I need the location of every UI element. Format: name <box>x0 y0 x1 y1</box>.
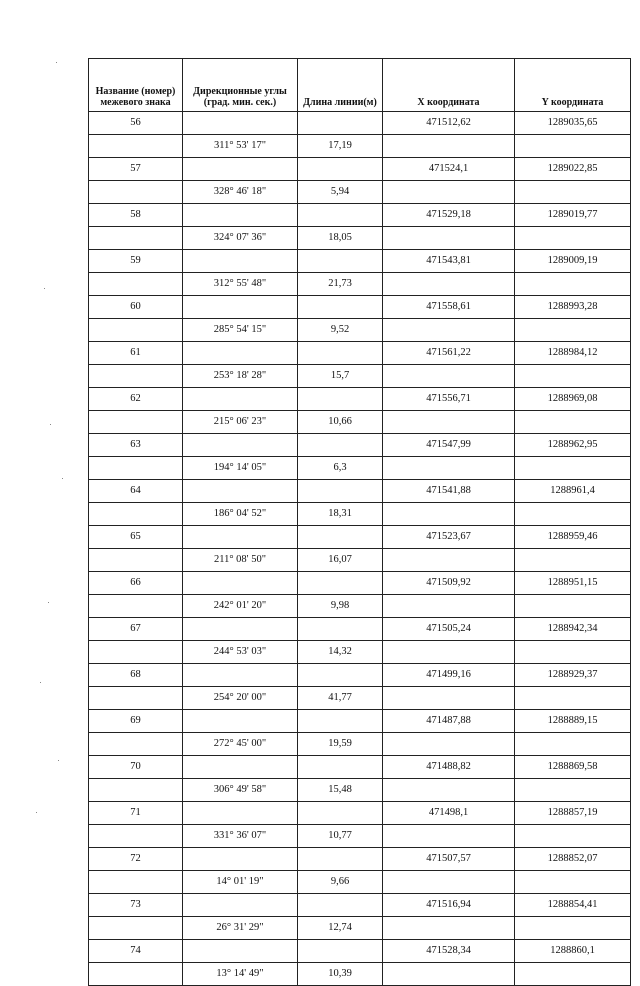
table-row <box>89 802 631 825</box>
table-row <box>89 204 631 227</box>
direction-angle-cell: 306° 49' 58" <box>183 779 298 802</box>
x-coordinate-cell: 471516,94 <box>383 894 515 917</box>
mark-name-cell <box>89 457 183 480</box>
scan-speck <box>58 760 59 761</box>
direction-angle-cell <box>183 618 298 641</box>
table-row <box>89 618 631 641</box>
x-coordinate-cell <box>383 273 515 296</box>
x-coordinate-cell: 471505,24 <box>383 618 515 641</box>
scan-speck <box>48 602 49 603</box>
direction-angle-cell <box>183 940 298 963</box>
mark-name-cell <box>89 365 183 388</box>
x-coordinate-cell <box>383 411 515 434</box>
header-mark-name: Название (номер) межевого знака <box>89 59 183 112</box>
x-coordinate-cell: 471543,81 <box>383 250 515 273</box>
direction-angle-cell: 186° 04' 52" <box>183 503 298 526</box>
x-coordinate-cell <box>383 733 515 756</box>
direction-angle-cell: 312° 55' 48" <box>183 273 298 296</box>
line-length-cell: 15,48 <box>298 779 383 802</box>
y-coordinate-cell: 1289022,85 <box>515 158 631 181</box>
line-length-cell: 5,94 <box>298 181 383 204</box>
direction-angle-cell: 328° 46' 18" <box>183 181 298 204</box>
line-length-cell: 16,07 <box>298 549 383 572</box>
mark-name-cell: 70 <box>89 756 183 779</box>
table-row <box>89 480 631 503</box>
table-header-row <box>89 59 631 112</box>
mark-name-cell: 71 <box>89 802 183 825</box>
mark-name-cell: 57 <box>89 158 183 181</box>
line-length-cell: 9,66 <box>298 871 383 894</box>
mark-name-cell <box>89 549 183 572</box>
direction-angle-cell: 14° 01' 19" <box>183 871 298 894</box>
table-row <box>89 917 631 940</box>
y-coordinate-cell: 1289009,19 <box>515 250 631 273</box>
y-coordinate-cell <box>515 595 631 618</box>
line-length-cell <box>298 802 383 825</box>
x-coordinate-cell <box>383 457 515 480</box>
line-length-cell <box>298 480 383 503</box>
direction-angle-cell: 272° 45' 00" <box>183 733 298 756</box>
x-coordinate-cell: 471498,1 <box>383 802 515 825</box>
y-coordinate-cell: 1288929,37 <box>515 664 631 687</box>
table-row <box>89 756 631 779</box>
direction-angle-cell <box>183 158 298 181</box>
table-row <box>89 687 631 710</box>
scan-speck <box>62 478 63 479</box>
header-y-coordinate: Y координата <box>515 59 631 112</box>
line-length-cell: 18,05 <box>298 227 383 250</box>
mark-name-cell <box>89 825 183 848</box>
x-coordinate-cell <box>383 227 515 250</box>
scan-speck <box>50 424 51 425</box>
x-coordinate-cell <box>383 825 515 848</box>
mark-name-cell: 72 <box>89 848 183 871</box>
y-coordinate-cell: 1288961,4 <box>515 480 631 503</box>
direction-angle-cell: 13° 14' 49" <box>183 963 298 986</box>
y-coordinate-cell <box>515 549 631 572</box>
direction-angle-cell <box>183 572 298 595</box>
x-coordinate-cell: 471541,88 <box>383 480 515 503</box>
x-coordinate-cell <box>383 917 515 940</box>
y-coordinate-cell: 1288942,34 <box>515 618 631 641</box>
mark-name-cell: 62 <box>89 388 183 411</box>
y-coordinate-cell: 1288993,28 <box>515 296 631 319</box>
line-length-cell: 10,66 <box>298 411 383 434</box>
line-length-cell <box>298 526 383 549</box>
line-length-cell <box>298 434 383 457</box>
table-row <box>89 135 631 158</box>
y-coordinate-cell: 1288959,46 <box>515 526 631 549</box>
direction-angle-cell <box>183 710 298 733</box>
line-length-cell <box>298 112 383 135</box>
table-row <box>89 940 631 963</box>
x-coordinate-cell: 471488,82 <box>383 756 515 779</box>
mark-name-cell <box>89 733 183 756</box>
table-row <box>89 641 631 664</box>
y-coordinate-cell: 1289035,65 <box>515 112 631 135</box>
y-coordinate-cell <box>515 733 631 756</box>
x-coordinate-cell <box>383 135 515 158</box>
x-coordinate-cell: 471556,71 <box>383 388 515 411</box>
direction-angle-cell: 311° 53' 17" <box>183 135 298 158</box>
table-row <box>89 710 631 733</box>
y-coordinate-cell <box>515 365 631 388</box>
mark-name-cell <box>89 641 183 664</box>
y-coordinate-cell <box>515 273 631 296</box>
table-row <box>89 526 631 549</box>
mark-name-cell <box>89 687 183 710</box>
x-coordinate-cell <box>383 181 515 204</box>
mark-name-cell: 59 <box>89 250 183 273</box>
direction-angle-cell <box>183 848 298 871</box>
table-row <box>89 572 631 595</box>
x-coordinate-cell <box>383 549 515 572</box>
direction-angle-cell: 215° 06' 23" <box>183 411 298 434</box>
header-x-coordinate: X координата <box>383 59 515 112</box>
direction-angle-cell <box>183 434 298 457</box>
x-coordinate-cell: 471529,18 <box>383 204 515 227</box>
mark-name-cell: 68 <box>89 664 183 687</box>
table-row <box>89 457 631 480</box>
table-row <box>89 158 631 181</box>
line-length-cell <box>298 250 383 273</box>
direction-angle-cell: 244° 53' 03" <box>183 641 298 664</box>
table-row <box>89 319 631 342</box>
direction-angle-cell: 285° 54' 15" <box>183 319 298 342</box>
line-length-cell <box>298 618 383 641</box>
scan-speck <box>44 288 45 289</box>
y-coordinate-cell: 1288951,15 <box>515 572 631 595</box>
mark-name-cell <box>89 319 183 342</box>
direction-angle-cell <box>183 894 298 917</box>
y-coordinate-cell: 1288854,41 <box>515 894 631 917</box>
mark-name-cell <box>89 779 183 802</box>
mark-name-cell: 64 <box>89 480 183 503</box>
y-coordinate-cell <box>515 181 631 204</box>
line-length-cell: 18,31 <box>298 503 383 526</box>
line-length-cell <box>298 710 383 733</box>
mark-name-cell <box>89 227 183 250</box>
y-coordinate-cell: 1288860,1 <box>515 940 631 963</box>
line-length-cell <box>298 664 383 687</box>
direction-angle-cell: 194° 14' 05" <box>183 457 298 480</box>
line-length-cell <box>298 572 383 595</box>
y-coordinate-cell: 1288857,19 <box>515 802 631 825</box>
y-coordinate-cell <box>515 963 631 986</box>
table-row <box>89 779 631 802</box>
direction-angle-cell <box>183 112 298 135</box>
boundary-coordinates-table <box>88 58 631 986</box>
x-coordinate-cell <box>383 641 515 664</box>
mark-name-cell: 63 <box>89 434 183 457</box>
table-row <box>89 871 631 894</box>
y-coordinate-cell <box>515 227 631 250</box>
table-row <box>89 894 631 917</box>
y-coordinate-cell <box>515 641 631 664</box>
table-row <box>89 595 631 618</box>
mark-name-cell: 69 <box>89 710 183 733</box>
mark-name-cell: 67 <box>89 618 183 641</box>
table-row <box>89 250 631 273</box>
table-body <box>89 112 631 986</box>
line-length-cell <box>298 388 383 411</box>
y-coordinate-cell <box>515 779 631 802</box>
x-coordinate-cell: 471507,57 <box>383 848 515 871</box>
table-row <box>89 112 631 135</box>
x-coordinate-cell <box>383 687 515 710</box>
mark-name-cell: 56 <box>89 112 183 135</box>
mark-name-cell <box>89 503 183 526</box>
mark-name-cell <box>89 917 183 940</box>
scan-speck <box>40 682 41 683</box>
line-length-cell <box>298 342 383 365</box>
direction-angle-cell <box>183 526 298 549</box>
y-coordinate-cell: 1288889,15 <box>515 710 631 733</box>
direction-angle-cell <box>183 756 298 779</box>
line-length-cell: 9,52 <box>298 319 383 342</box>
mark-name-cell: 58 <box>89 204 183 227</box>
y-coordinate-cell: 1288984,12 <box>515 342 631 365</box>
direction-angle-cell: 254° 20' 00" <box>183 687 298 710</box>
x-coordinate-cell: 471561,22 <box>383 342 515 365</box>
mark-name-cell: 74 <box>89 940 183 963</box>
mark-name-cell: 60 <box>89 296 183 319</box>
scan-speck <box>56 62 57 63</box>
y-coordinate-cell <box>515 503 631 526</box>
line-length-cell: 15,7 <box>298 365 383 388</box>
table-row <box>89 848 631 871</box>
line-length-cell: 17,19 <box>298 135 383 158</box>
table-row <box>89 365 631 388</box>
header-line-length: Длина линии(м) <box>298 59 383 112</box>
x-coordinate-cell <box>383 779 515 802</box>
x-coordinate-cell: 471499,16 <box>383 664 515 687</box>
mark-name-cell: 61 <box>89 342 183 365</box>
y-coordinate-cell: 1288852,07 <box>515 848 631 871</box>
table-row <box>89 434 631 457</box>
header-direction-angle: Дирекционные углы (град. мин. сек.) <box>183 59 298 112</box>
line-length-cell: 21,73 <box>298 273 383 296</box>
table-row <box>89 296 631 319</box>
direction-angle-cell <box>183 664 298 687</box>
direction-angle-cell: 324° 07' 36" <box>183 227 298 250</box>
mark-name-cell <box>89 181 183 204</box>
line-length-cell: 14,32 <box>298 641 383 664</box>
direction-angle-cell: 26° 31' 29" <box>183 917 298 940</box>
table-row <box>89 227 631 250</box>
y-coordinate-cell <box>515 871 631 894</box>
x-coordinate-cell: 471523,67 <box>383 526 515 549</box>
table-row <box>89 503 631 526</box>
x-coordinate-cell: 471487,88 <box>383 710 515 733</box>
table-row <box>89 549 631 572</box>
table-row <box>89 963 631 986</box>
y-coordinate-cell: 1288962,95 <box>515 434 631 457</box>
x-coordinate-cell: 471528,34 <box>383 940 515 963</box>
mark-name-cell: 73 <box>89 894 183 917</box>
line-length-cell <box>298 204 383 227</box>
direction-angle-cell <box>183 204 298 227</box>
x-coordinate-cell <box>383 319 515 342</box>
x-coordinate-cell: 471524,1 <box>383 158 515 181</box>
direction-angle-cell <box>183 480 298 503</box>
x-coordinate-cell <box>383 595 515 618</box>
mark-name-cell <box>89 411 183 434</box>
direction-angle-cell: 211° 08' 50" <box>183 549 298 572</box>
line-length-cell <box>298 296 383 319</box>
x-coordinate-cell <box>383 365 515 388</box>
x-coordinate-cell: 471512,62 <box>383 112 515 135</box>
line-length-cell <box>298 756 383 779</box>
table-row <box>89 825 631 848</box>
line-length-cell <box>298 940 383 963</box>
y-coordinate-cell <box>515 825 631 848</box>
x-coordinate-cell: 471558,61 <box>383 296 515 319</box>
x-coordinate-cell <box>383 963 515 986</box>
direction-angle-cell <box>183 342 298 365</box>
y-coordinate-cell <box>515 411 631 434</box>
line-length-cell <box>298 158 383 181</box>
table-row <box>89 273 631 296</box>
y-coordinate-cell <box>515 917 631 940</box>
x-coordinate-cell <box>383 503 515 526</box>
direction-angle-cell <box>183 296 298 319</box>
scan-speck <box>36 812 37 813</box>
line-length-cell: 12,74 <box>298 917 383 940</box>
line-length-cell: 41,77 <box>298 687 383 710</box>
table-row <box>89 411 631 434</box>
mark-name-cell <box>89 273 183 296</box>
table-row <box>89 342 631 365</box>
y-coordinate-cell <box>515 457 631 480</box>
y-coordinate-cell <box>515 135 631 158</box>
mark-name-cell <box>89 595 183 618</box>
mark-name-cell: 66 <box>89 572 183 595</box>
line-length-cell: 10,39 <box>298 963 383 986</box>
line-length-cell: 6,3 <box>298 457 383 480</box>
y-coordinate-cell: 1288969,08 <box>515 388 631 411</box>
table-row <box>89 664 631 687</box>
y-coordinate-cell: 1288869,58 <box>515 756 631 779</box>
y-coordinate-cell <box>515 687 631 710</box>
mark-name-cell <box>89 135 183 158</box>
table-row <box>89 388 631 411</box>
line-length-cell <box>298 894 383 917</box>
line-length-cell: 9,98 <box>298 595 383 618</box>
direction-angle-cell: 331° 36' 07" <box>183 825 298 848</box>
direction-angle-cell: 242° 01' 20" <box>183 595 298 618</box>
line-length-cell <box>298 848 383 871</box>
table-row <box>89 733 631 756</box>
table-row <box>89 181 631 204</box>
direction-angle-cell <box>183 250 298 273</box>
y-coordinate-cell <box>515 319 631 342</box>
line-length-cell: 10,77 <box>298 825 383 848</box>
mark-name-cell: 65 <box>89 526 183 549</box>
direction-angle-cell <box>183 802 298 825</box>
x-coordinate-cell: 471547,99 <box>383 434 515 457</box>
x-coordinate-cell: 471509,92 <box>383 572 515 595</box>
y-coordinate-cell: 1289019,77 <box>515 204 631 227</box>
direction-angle-cell <box>183 388 298 411</box>
line-length-cell: 19,59 <box>298 733 383 756</box>
x-coordinate-cell <box>383 871 515 894</box>
mark-name-cell <box>89 871 183 894</box>
direction-angle-cell: 253° 18' 28" <box>183 365 298 388</box>
mark-name-cell <box>89 963 183 986</box>
